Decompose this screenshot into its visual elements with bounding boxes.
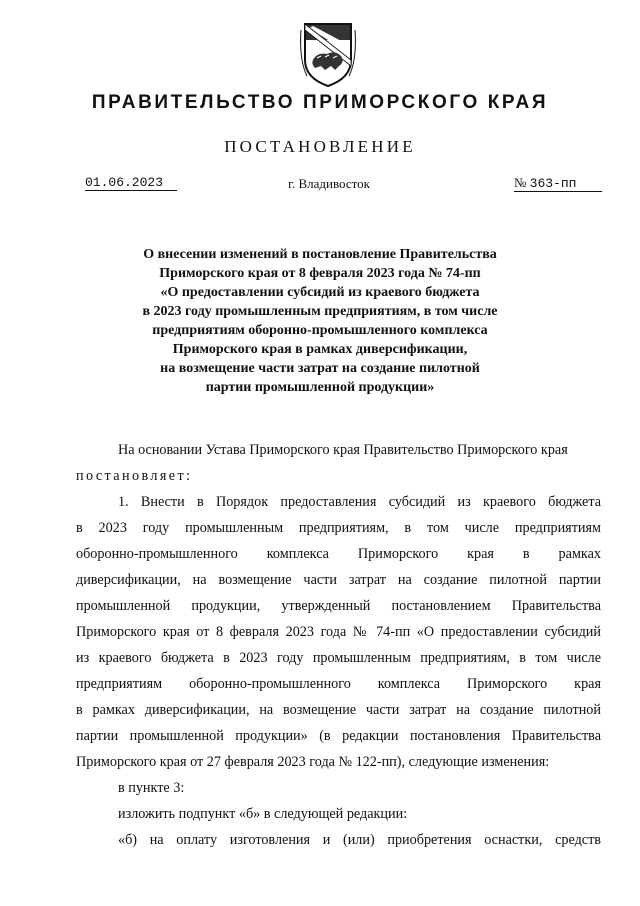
paragraph-line: 1. Внести в Порядок предоставления субсидий из краевого бюджета (118, 494, 601, 510)
paragraph-line: оборонно-промышленного комплекса Приморского края в рамках (76, 546, 601, 562)
paragraph-line: промышленной продукции, утвержденный постановлением Правительства (76, 598, 601, 614)
heading-line: предприятиям оборонно-промышленного комплекса (152, 323, 488, 338)
paragraph-line: предприятиям оборонно-промышленного комплекса Приморского края (76, 676, 601, 692)
number-sign: № (514, 175, 527, 190)
point-line: в пункте 3: (118, 780, 185, 796)
heading-line: партии промышленной продукции» (205, 380, 435, 395)
government-title: ПРАВИТЕЛЬСТВО ПРИМОРСКОГО КРАЯ (91, 92, 549, 113)
coat-of-arms-icon (299, 20, 357, 88)
heading-line: Приморского края в рамках диверсификации, (172, 342, 468, 357)
heading-line: на возмещение части затрат на создание пилотной (160, 361, 480, 376)
paragraph-line: Приморского края от 8 февраля 2023 года № 74-пп «О предоставлении субсидий (76, 624, 601, 640)
paragraph-line: партии промышленной продукции» (в редакции постановления Правительства (76, 728, 601, 744)
document-heading (110, 245, 530, 397)
paragraph-line: из краевого бюджета в 2023 году промышленным предприятиям, в том числе (76, 650, 601, 666)
document-date: 01.06.2023 (85, 176, 177, 191)
heading-line: Приморского края от 8 февраля 2023 года № 74-пп (159, 266, 481, 281)
document-city: г. Владивосток (288, 176, 370, 191)
paragraph-line: в 2023 году промышленным предприятиям, в том числе предприятиям (76, 520, 601, 536)
number-value: 363-пп (529, 176, 577, 191)
document-number (514, 176, 602, 192)
preamble-decree: постановляет: (76, 468, 193, 484)
paragraph-line: диверсификации, на возмещение части затрат на создание пилотной партии (76, 572, 601, 588)
subpoint-line: «б) на оплату изготовления и (или) приобретения оснастки, средств (118, 832, 601, 848)
paragraph-line: Приморского края от 27 февраля 2023 года № 122-пп), следующие изменения: (76, 754, 550, 770)
preamble-line: На основании Устава Приморского края Правительство Приморского края (118, 442, 568, 458)
heading-line: «О предоставлении субсидий из краевого бюджета (160, 285, 480, 300)
paragraph-line: в рамках диверсификации, на возмещение части затрат на создание пилотной (76, 702, 601, 718)
heading-line: О внесении изменений в постановление Правительства (143, 247, 497, 262)
document-type: ПОСТАНОВЛЕНИЕ (224, 137, 416, 156)
instruction-line: изложить подпункт «б» в следующей редакции: (118, 806, 408, 822)
heading-line: в 2023 году промышленным предприятиям, в том числе (142, 304, 498, 319)
